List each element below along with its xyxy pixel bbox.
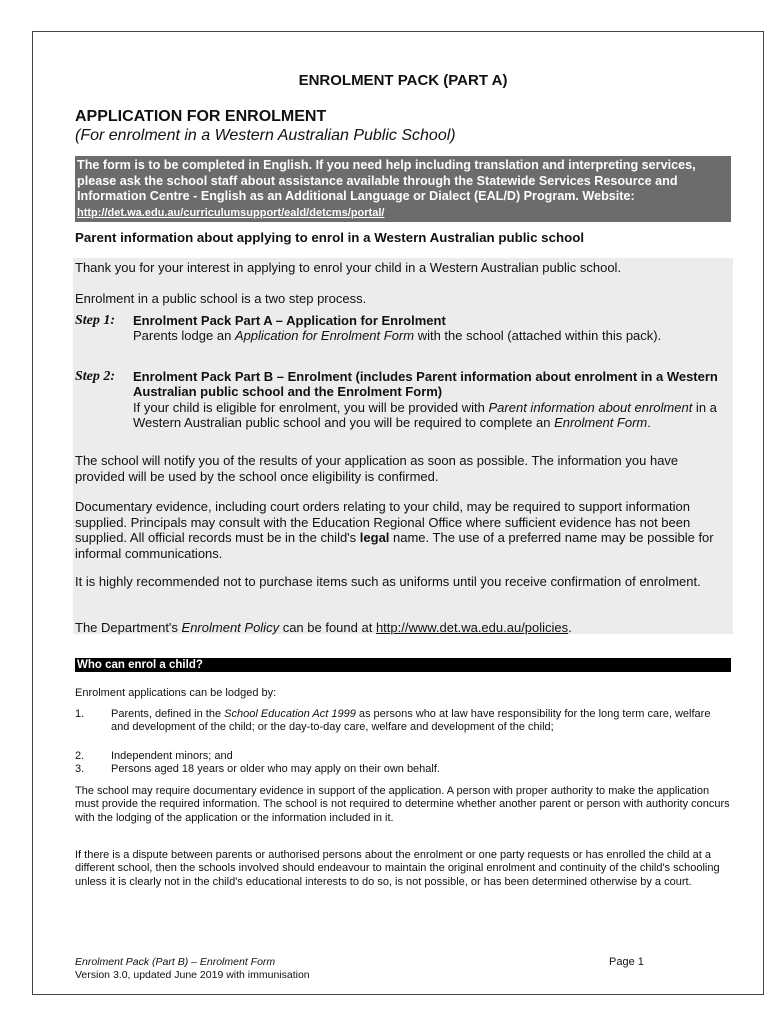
thanks-paragraph: Thank you for your interest in applying to enrol your child in a Western Australian public school.: [75, 260, 622, 275]
evidence-text-end: name. The use of a preferred name may be possible for informal communications.: [75, 530, 714, 561]
list-text: Persons aged 18 years or older who may apply on their own behalf.: [111, 763, 440, 775]
step-1-body: [133, 313, 727, 344]
evidence-paragraph: [75, 499, 729, 561]
footer-info: [75, 956, 310, 981]
list-number: 3.: [75, 763, 85, 775]
step-1-form-name: Application for Enrolment Form: [234, 328, 415, 344]
application-subheading: (For enrolment in a Western Australian Public School): [75, 127, 456, 144]
step-2-text: If your child is eligible for enrolment, you will be provided with: [133, 399, 489, 415]
list-text-b: as persons who at law have responsibility for the long term care, welfare and development of the child; or the day-to-day care, welfare and development of the child;: [111, 708, 711, 734]
step-1-label: Step 1:: [75, 313, 116, 328]
step-2-text-mid: in a Western Australian public school and you will be required to complete an: [133, 399, 717, 431]
translation-notice: [75, 156, 731, 222]
policy-text-mid: can be found at: [279, 620, 376, 635]
eald-portal-link[interactable]: http://det.wa.edu.au/curriculumsupport/eald/detcms/portal/: [77, 206, 385, 219]
notify-paragraph: The school will notify you of the results of your application as soon as possible. The information you have provided will be used by the school once eligibility is confirmed.: [75, 453, 679, 484]
policy-text-end: .: [568, 620, 572, 635]
evidence-legal: legal: [359, 530, 390, 546]
dispute-paragraph: If there is a dispute between parents or authorised persons about the enrolment or one party requests or has enrolled the child at a different school, then the schools involved should endeavour to maintain the original enrolment and continuity of the child's schooling unless it is clearly not in the child's educational interests to do so, is not possible, or has been determined otherwise by a court.: [75, 849, 720, 888]
who-intro: Enrolment applications can be lodged by:: [75, 687, 277, 699]
step-2-parent-info-name: Parent information about enrolment: [488, 399, 693, 415]
step-2-title: Enrolment Pack Part B – Enrolment (includes Parent information about enrolment in a Western Australian public school and the Enrolment Form): [133, 369, 718, 400]
evidence-text: Documentary evidence, including court orders relating to your child, may be required to support information supplied. Principals may consult with the Education Regional Office where sufficient evidence has not been supplied. All official records must be in the child's: [75, 499, 691, 546]
application-heading: APPLICATION FOR ENROLMENT: [75, 108, 327, 125]
step-2-form-name: Enrolment Form: [554, 415, 648, 431]
page-title: ENROLMENT PACK (PART A): [298, 72, 508, 89]
policy-text: The Department's: [75, 620, 182, 635]
list-text-a: Parents, defined in the: [111, 708, 225, 720]
uniforms-paragraph: It is highly recommended not to purchase items such as uniforms until you receive confirmation of enrolment.: [75, 574, 701, 589]
document-page: [32, 31, 764, 995]
list-text: Independent minors; and: [111, 750, 233, 762]
who-can-enrol-heading: Who can enrol a child?: [75, 658, 731, 672]
list-text-em: School Education Act 1999: [224, 708, 356, 720]
list-text: [111, 708, 731, 735]
step-1-title: Enrolment Pack Part A – Application for Enrolment: [133, 313, 446, 328]
page-number: Page 1: [609, 956, 644, 968]
list-number: 1.: [75, 708, 85, 720]
step-1-text-end: with the school (attached within this pack).: [414, 328, 662, 344]
documentary-evidence-paragraph: The school may require documentary evidence in support of the application. A person with proper authority to make the application must provide the required information. The school is not required to determine whether another parent or person with authority concurs with the lodging of the application or the information included in it.: [75, 785, 730, 824]
footer-version: Version 3.0, updated June 2019 with immunisation: [75, 968, 310, 981]
list-number: 2.: [75, 750, 85, 762]
notice-text: The form is to be completed in English. If you need help including translation and interpreting services, please ask the school staff about assistance available through the Statewide Services Resource and Information Centre - English as an Additional Language or Dialect (EAL/D) Program. Website:: [77, 158, 696, 203]
policy-name: Enrolment Policy: [181, 620, 280, 635]
step-2-body: [133, 369, 727, 431]
policies-link[interactable]: http://www.det.wa.edu.au/policies: [375, 620, 569, 635]
step-2-text-end: .: [647, 415, 651, 431]
step-1-text: Parents lodge an: [133, 328, 235, 344]
policy-paragraph: [75, 620, 729, 636]
step-2-label: Step 2:: [75, 369, 116, 384]
footer-form-name: Enrolment Pack (Part B) – Enrolment Form: [75, 956, 276, 968]
two-step-paragraph: Enrolment in a public school is a two step process.: [75, 291, 367, 306]
parent-info-heading: Parent information about applying to enrol in a Western Australian public school: [75, 230, 585, 245]
